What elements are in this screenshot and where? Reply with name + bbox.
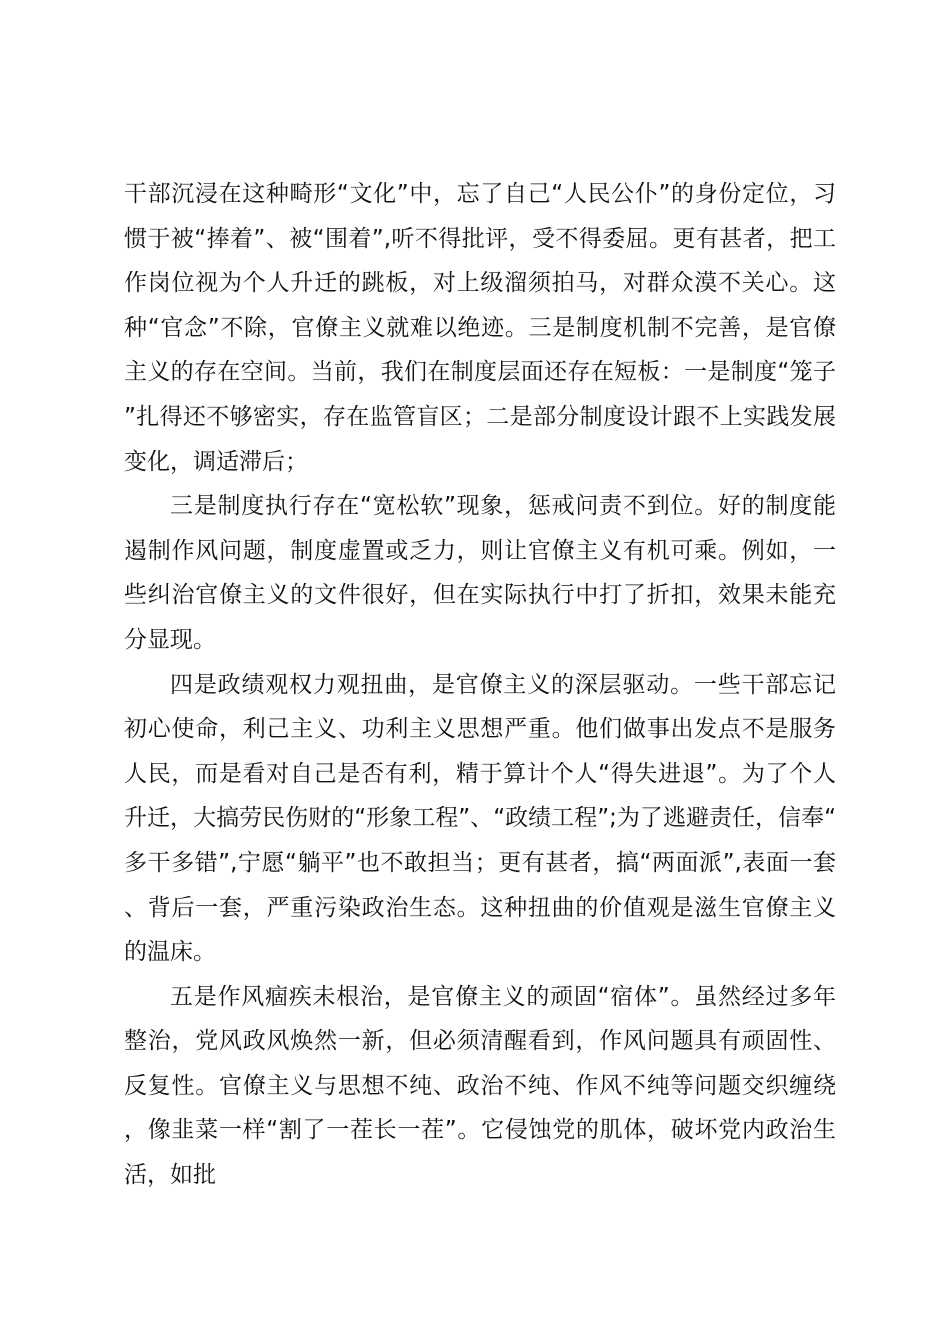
paragraph-4: 五是作风痼疾未根治，是官僚主义的顽固“宿体”。虽然经过多年整治，党风政风焕然一新，但必须清醒看到，作风问题具有顽固性、反复性。官僚主义与思想不纯、政治不纯、作风不纯等问题交织缠绕，像韭菜一样“割了一茬长一茬”。它侵蚀党的肌体，破坏党内政治生活，如批: [124, 983, 836, 1189]
paragraph-2: 三是制度执行存在“宽松软”现象，惩戒问责不到位。好的制度能遏制作风问题，制度虚置或乏力，则让官僚主义有机可乘。例如，一些纠治官僚主义的文件很好，但在实际执行中打了折扣，效果未能充分显现。: [124, 493, 836, 653]
paragraph-3: 四是政绩观权力观扭曲，是官僚主义的深层驱动。一些干部忘记初心使命，利己主义、功利主义思想严重。他们做事出发点不是服务人民，而是看对自己是否有利，精于算计个人“得失进退”。为了个人升迁，大搞劳民伤财的“形象工程”、“政绩工程”;为了逃避责任，信奉“多干多错”,宁愿“躺平”也不敢担当；更有甚者，搞“两面派”,表面一套、背后一套，严重污染政治生态。这种扭曲的价值观是滋生官僚主义的温床。: [124, 671, 836, 966]
paragraph-1: 干部沉浸在这种畸形“文化”中，忘了自己“人民公仆”的身份定位，习惯于被“捧着”、被“围着”,听不得批评，受不得委屈。更有甚者，把工作岗位视为个人升迁的跳板，对上级溜须拍马，对群众漠不关心。这种“官念”不除，官僚主义就难以绝迹。三是制度机制不完善，是官僚主义的存在空间。当前，我们在制度层面还存在短板：一是制度“笼子”扎得还不够密实，存在监管盲区；二是部分制度设计跟不上实践发展变化，调适滞后；: [124, 181, 836, 475]
document-body: [124, 172, 836, 1198]
